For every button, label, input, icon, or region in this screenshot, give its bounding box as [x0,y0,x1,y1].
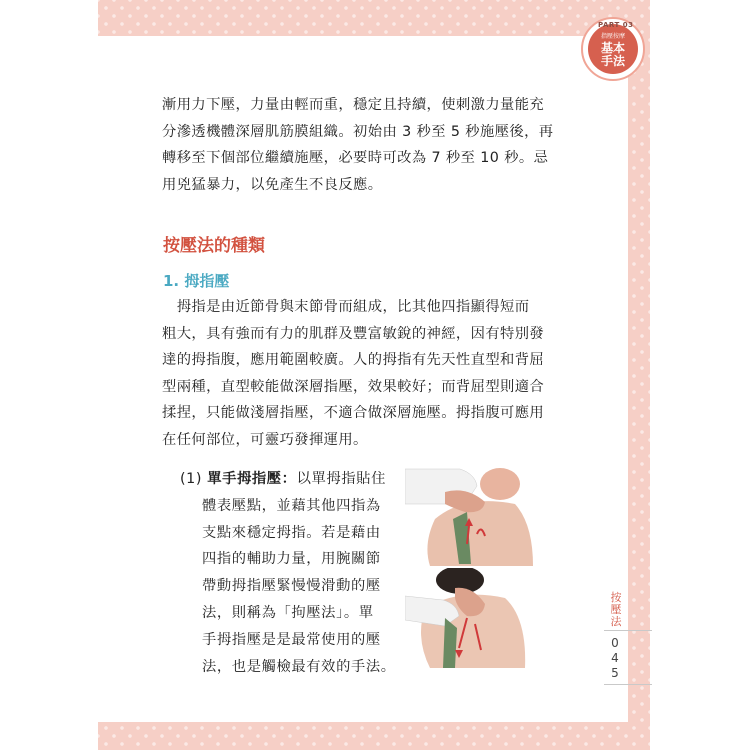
item-heading: 單手拇指壓： [207,471,297,487]
item-line: 法，也是觸檢最有效的手法。 [202,658,396,675]
para-line: 拇指是由近節骨與末節骨而組成，比其他四指顯得短而 [162,299,530,315]
item-line: 法，則稱為「拘壓法」。單 [202,604,374,621]
side-divider-bottom [604,684,652,685]
massage-photo-top [405,464,535,566]
item-number: (1) [180,471,208,487]
para-line: 型兩種，直型較能做深層指壓，效果較好；而背屈型則適合 [162,378,545,395]
page-digit: 5 [611,666,619,680]
thumb-paragraph [162,294,562,453]
intro-line: 漸用力下壓，力量由輕而重，穩定且持續，使刺激力量能充 [162,97,545,113]
page-number [609,636,621,681]
badge-title-line1: 基本 [600,41,625,55]
massage-photo-top-illustration [405,464,535,566]
para-line: 粗大，具有強而有力的肌群及豐富敏銳的神經，因有特別發 [162,325,545,342]
intro-paragraph [162,92,562,198]
para-line: 揉捏，只能做淺層指壓，不適合做深層施壓。拇指腹可應用 [162,405,545,421]
subsection-title: 1. 拇指壓 [163,272,230,290]
list-item-single-thumb [180,466,398,680]
massage-photo-bottom [405,568,535,668]
intro-line: 用兇猛暴力，以免產生不良反應。 [162,176,383,193]
item-line: 支點來穩定拇指。若是藉由 [202,524,381,541]
badge-title-line2: 手法 [600,54,625,68]
part-label: PART 03 [598,21,634,29]
section-title: 按壓法的種類 [163,236,265,256]
intro-line: 轉移至下個部位繼續施壓，必要時可改為 7 秒至 10 秒。忌 [162,150,549,166]
side-divider-top [604,630,652,631]
page-digit: 0 [611,636,619,650]
page-digit: 4 [611,651,619,665]
side-section-label: 按壓法 [610,591,622,628]
item-line: 帶動拇指壓緊慢慢滑動的壓 [202,578,381,595]
item-line: 手拇指壓是是最常使用的壓 [202,631,381,648]
item-body [180,493,398,681]
badge-small-text: 指壓按摩 [600,33,625,40]
massage-photo-bottom-illustration [405,568,535,668]
para-line: 在任何部位，可靈巧發揮運用。 [162,431,368,448]
item-line: 四指的輔助力量，用腕關節 [202,551,381,568]
chapter-badge-inner [588,24,638,74]
item-first-line [180,466,398,493]
intro-line: 分滲透機體深層肌筋膜組織。初始由 3 秒至 5 秒施壓後，再 [162,123,554,140]
badge-title [588,42,638,68]
item-line: 體表壓點，並藉其他四指為 [202,497,381,514]
item-first-line-text: 以單拇指貼住 [296,471,386,487]
para-line: 達的拇指腹，應用範圍較廣。人的拇指有先天性直型和背屈 [162,352,545,368]
